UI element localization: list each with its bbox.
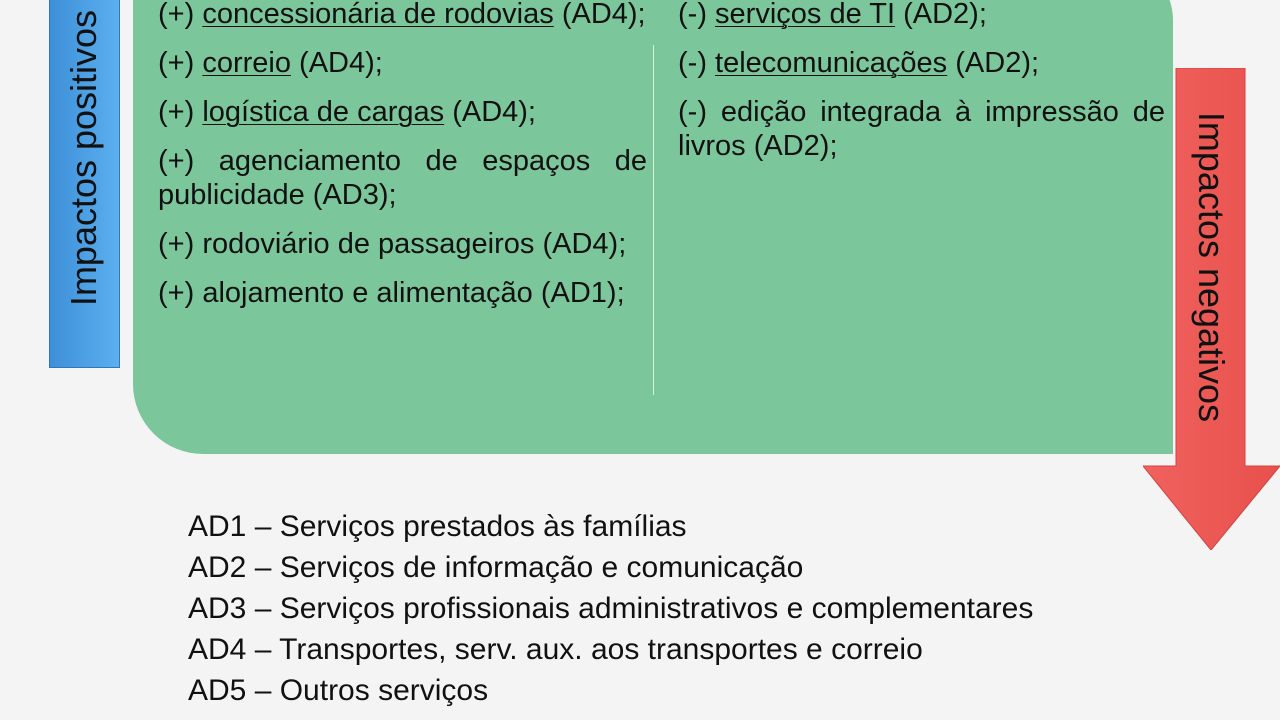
negative-items-list: [678, 0, 1165, 178]
legend-item: AD2 – Serviços de informação e comunicação: [188, 551, 804, 584]
item-name: concessionária de rodovias: [202, 0, 554, 30]
list-item: (+) correio (AD4);: [158, 47, 383, 79]
item-name: agenciamento de espaços de publicidade: [158, 145, 647, 211]
positive-items-list: [158, 0, 647, 325]
column-divider: [653, 45, 654, 395]
legend-item: AD4 – Transportes, serv. aux. aos transportes e correio: [188, 633, 923, 666]
list-item: (-) telecomunicações (AD2);: [678, 47, 1040, 79]
item-name: logística de cargas: [202, 96, 445, 128]
list-item: (-) serviços de TI (AD2);: [678, 0, 987, 30]
list-item: (+) alojamento e alimentação (AD1);: [158, 277, 625, 309]
list-item: (+) logística de cargas (AD4);: [158, 96, 536, 128]
item-name: serviços de TI: [715, 0, 896, 30]
legend-item: AD1 – Serviços prestados às famílias: [188, 510, 687, 543]
legend-item: AD3 – Serviços profissionais administrativos e complementares: [188, 592, 1034, 625]
negative-impacts-label: Impactos negativos: [1191, 111, 1233, 423]
item-name: edição integrada à impressão de livros: [678, 96, 1165, 162]
list-item: (+) agenciamento de espaços de publicidade (AD3);: [158, 145, 647, 211]
item-name: rodoviário de passageiros: [202, 228, 535, 260]
legend: [188, 506, 1033, 711]
list-item: (+) concessionária de rodovias (AD4);: [158, 0, 646, 30]
list-item: (-) edição integrada à impressão de livros (AD2);: [678, 96, 1165, 162]
positive-impacts-label: Impactos positivos: [63, 9, 105, 307]
item-name: telecomunicações: [715, 47, 948, 79]
item-name: correio: [202, 47, 291, 79]
legend-item: AD5 – Outros serviços: [188, 674, 489, 707]
list-item: (+) rodoviário de passageiros (AD4);: [158, 228, 627, 260]
item-name: alojamento e alimentação: [202, 277, 533, 309]
